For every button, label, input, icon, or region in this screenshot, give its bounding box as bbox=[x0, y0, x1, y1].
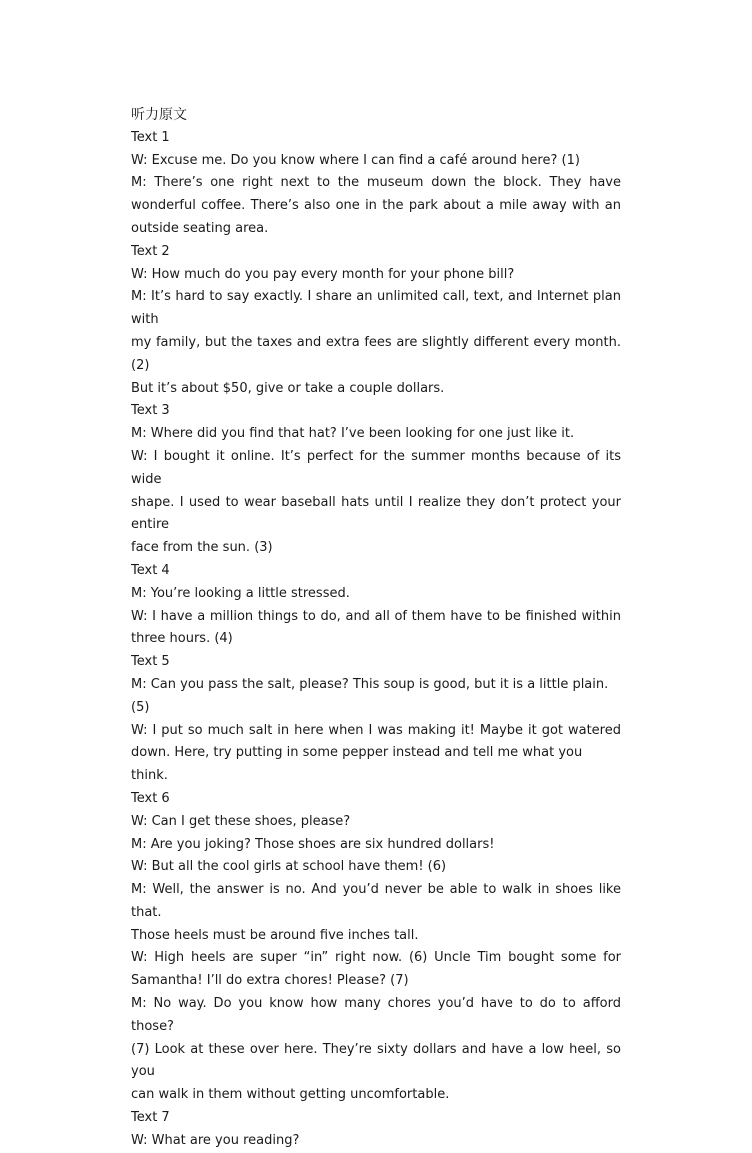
dialogue-line: M: Well, the answer is no. And you’d never be able to walk in shoes like that. bbox=[131, 882, 621, 920]
dialogue-line: W: Excuse me. Do you know where I can find a café around here? (1) bbox=[131, 152, 580, 168]
dialogue-line: shape. I used to wear baseball hats until I realize they don’t protect your entire bbox=[131, 494, 621, 533]
section-heading: Text 7 bbox=[131, 1110, 170, 1126]
dialogue-line: (7) Look at these over here. They’re sixty dollars and have a low heel, so you bbox=[131, 1041, 621, 1080]
dialogue-line: But it’s about $50, give or take a couple dollars. bbox=[131, 380, 445, 396]
section-heading: Text 1 bbox=[131, 129, 170, 145]
page-title: 听力原文 bbox=[131, 107, 187, 123]
dialogue-line: three hours. (4) bbox=[131, 631, 233, 647]
dialogue-line: M: Are you joking? Those shoes are six hundred dollars! bbox=[131, 836, 495, 852]
dialogue-line: M: You’re looking a little stressed. bbox=[131, 585, 350, 601]
dialogue-line: W: I have a million things to do, and all of them have to be finished within bbox=[131, 608, 621, 624]
dialogue-line: M: No way. Do you know how many chores you’d have to do to afford those? bbox=[131, 996, 621, 1034]
dialogue-line: face from the sun. (3) bbox=[131, 540, 273, 556]
transcript-body bbox=[131, 127, 621, 1153]
dialogue-line: my family, but the taxes and extra fees are slightly different every month. (2) bbox=[131, 334, 621, 373]
dialogue-line: W: But all the cool girls at school have them! (6) bbox=[131, 859, 447, 875]
dialogue-line: W: I bought it online. It’s perfect for the summer months because of its wide bbox=[131, 448, 621, 487]
dialogue-line: wonderful coffee. There’s also one in the park about a mile away with an bbox=[131, 198, 621, 214]
transcript-page bbox=[131, 104, 621, 1153]
dialogue-line: W: Can I get these shoes, please? bbox=[131, 813, 351, 829]
dialogue-line: M: It’s hard to say exactly. I share an unlimited call, text, and Internet plan with bbox=[131, 289, 621, 328]
dialogue-line: M: Where did you find that hat? I’ve been looking for one just like it. bbox=[131, 426, 575, 442]
dialogue-line: W: High heels are super “in” right now. (6) Uncle Tim bought some for bbox=[131, 950, 621, 966]
section-heading: Text 3 bbox=[131, 403, 170, 419]
dialogue-line: Samantha! I’ll do extra chores! Please? (7) bbox=[131, 973, 409, 989]
section-heading: Text 5 bbox=[131, 654, 170, 670]
dialogue-line: outside seating area. bbox=[131, 220, 269, 236]
dialogue-line: can walk in them without getting uncomfortable. bbox=[131, 1087, 450, 1103]
dialogue-line: W: How much do you pay every month for your phone bill? bbox=[131, 266, 515, 282]
dialogue-line: Those heels must be around five inches tall. bbox=[131, 927, 419, 943]
dialogue-line: M: Can you pass the salt, please? This soup is good, but it is a little plain. (5) bbox=[131, 676, 609, 715]
section-heading: Text 4 bbox=[131, 562, 170, 578]
dialogue-line: down. Here, try putting in some pepper instead and tell me what you think. bbox=[131, 745, 583, 784]
dialogue-line: W: What are you reading? bbox=[131, 1132, 300, 1148]
dialogue-line: W: I put so much salt in here when I was making it! Maybe it got watered bbox=[131, 722, 621, 738]
dialogue-line: M: There’s one right next to the museum down the block. They have bbox=[131, 175, 621, 191]
section-heading: Text 2 bbox=[131, 243, 170, 259]
section-heading: Text 6 bbox=[131, 790, 170, 806]
